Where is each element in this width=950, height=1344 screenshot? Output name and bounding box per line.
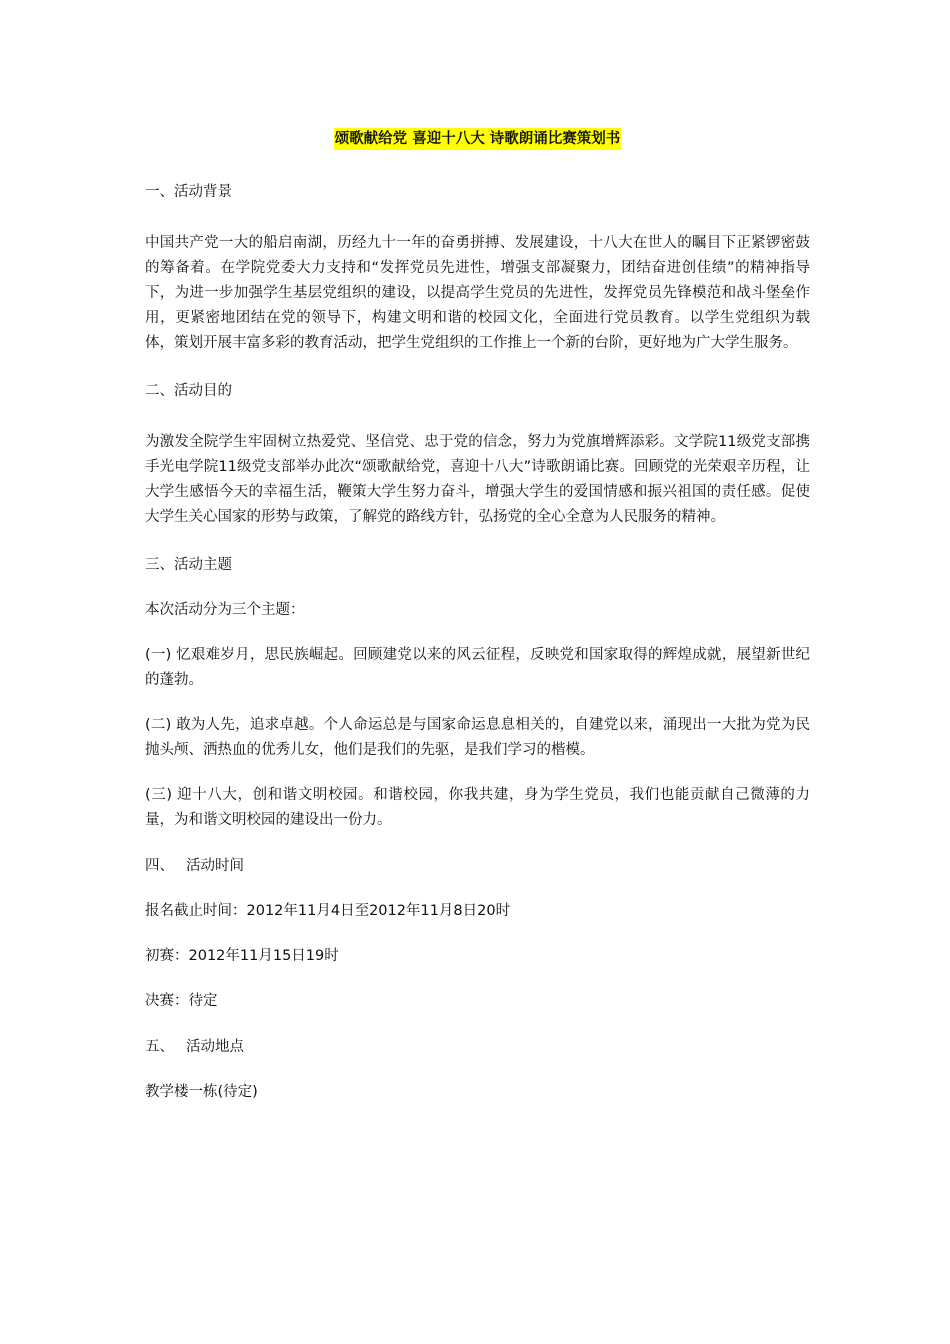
theme-item-1: (一) 忆艰难岁月，思民族崛起。回顾建党以来的风云征程，反映党和国家取得的辉煌成就，展望新世纪的蓬勃。 [145, 647, 810, 688]
section-heading-background: 一、活动背景 [145, 184, 232, 200]
section-number-location: 五、 [145, 1039, 174, 1055]
theme-item-3: (三) 迎十八大，创和谐文明校园。和谐校园，你我共建，身为学生党员，我们也能贡献自己微薄的力量，为和谐文明校园的建设出一份力。 [145, 787, 810, 828]
theme-intro: 本次活动分为三个主题： [145, 602, 305, 618]
section-title-time: 活动时间 [186, 858, 244, 874]
section-number-time: 四、 [145, 858, 174, 874]
section-heading-purpose: 二、活动目的 [145, 383, 232, 399]
section-heading-location [145, 1034, 810, 1060]
theme-item-2: (二) 敢为人先，追求卓越。个人命运总是与国家命运息息相关的，自建党以来，涌现出一大批为党为民抛头颅、洒热血的优秀儿女，他们是我们的先驱，是我们学习的楷模。 [145, 717, 810, 758]
registration-time: 报名截止时间：2012年11月4日至2012年11月8日20时 [145, 903, 511, 919]
background-paragraph: 中国共产党一大的船启南湖，历经九十一年的奋勇拼搏、发展建设，十八大在世人的瞩目下正紧锣密鼓的筹备着。在学院党委大力支持和“发挥党员先进性，增强支部凝聚力，团结奋进创佳绩”的精神指导下，为进一步加强学生基层党组织的建设，以提高学生党员的先进性，发挥党员先锋模范和战斗堡垒作用，更紧密地团结在党的领导下，构建文明和谐的校园文化，全面进行党员教育。以学生党组织为载体，策划开展丰富多彩的教育活动，把学生党组织的工作推上一个新的台阶，更好地为广大学生服务。 [145, 235, 810, 351]
section-heading-theme: 三、活动主题 [145, 557, 232, 573]
document-title: 颂歌献给党 喜迎十八大 诗歌朗诵比赛策划书 [334, 128, 622, 150]
document-body [145, 128, 810, 1125]
preliminary-time: 初赛：2012年11月15日19时 [145, 948, 339, 964]
final-time: 决赛：待定 [145, 993, 218, 1009]
title-block [145, 128, 810, 152]
section-heading-time [145, 853, 810, 879]
location-place: 教学楼一栋(待定) [145, 1084, 258, 1100]
purpose-paragraph: 为激发全院学生牢固树立热爱党、坚信党、忠于党的信念，努力为党旗增辉添彩。文学院11级党支部携手光电学院11级党支部举办此次“颂歌献给党，喜迎十八大”诗歌朗诵比赛。回顾党的光荣艰辛历程，让大学生感悟今天的幸福生活，鞭策大学生努力奋斗，增强大学生的爱国情感和振兴祖国的责任感。促使大学生关心国家的形势与政策，了解党的路线方针，弘扬党的全心全意为人民服务的精神。 [145, 434, 810, 525]
section-title-location: 活动地点 [186, 1039, 244, 1055]
